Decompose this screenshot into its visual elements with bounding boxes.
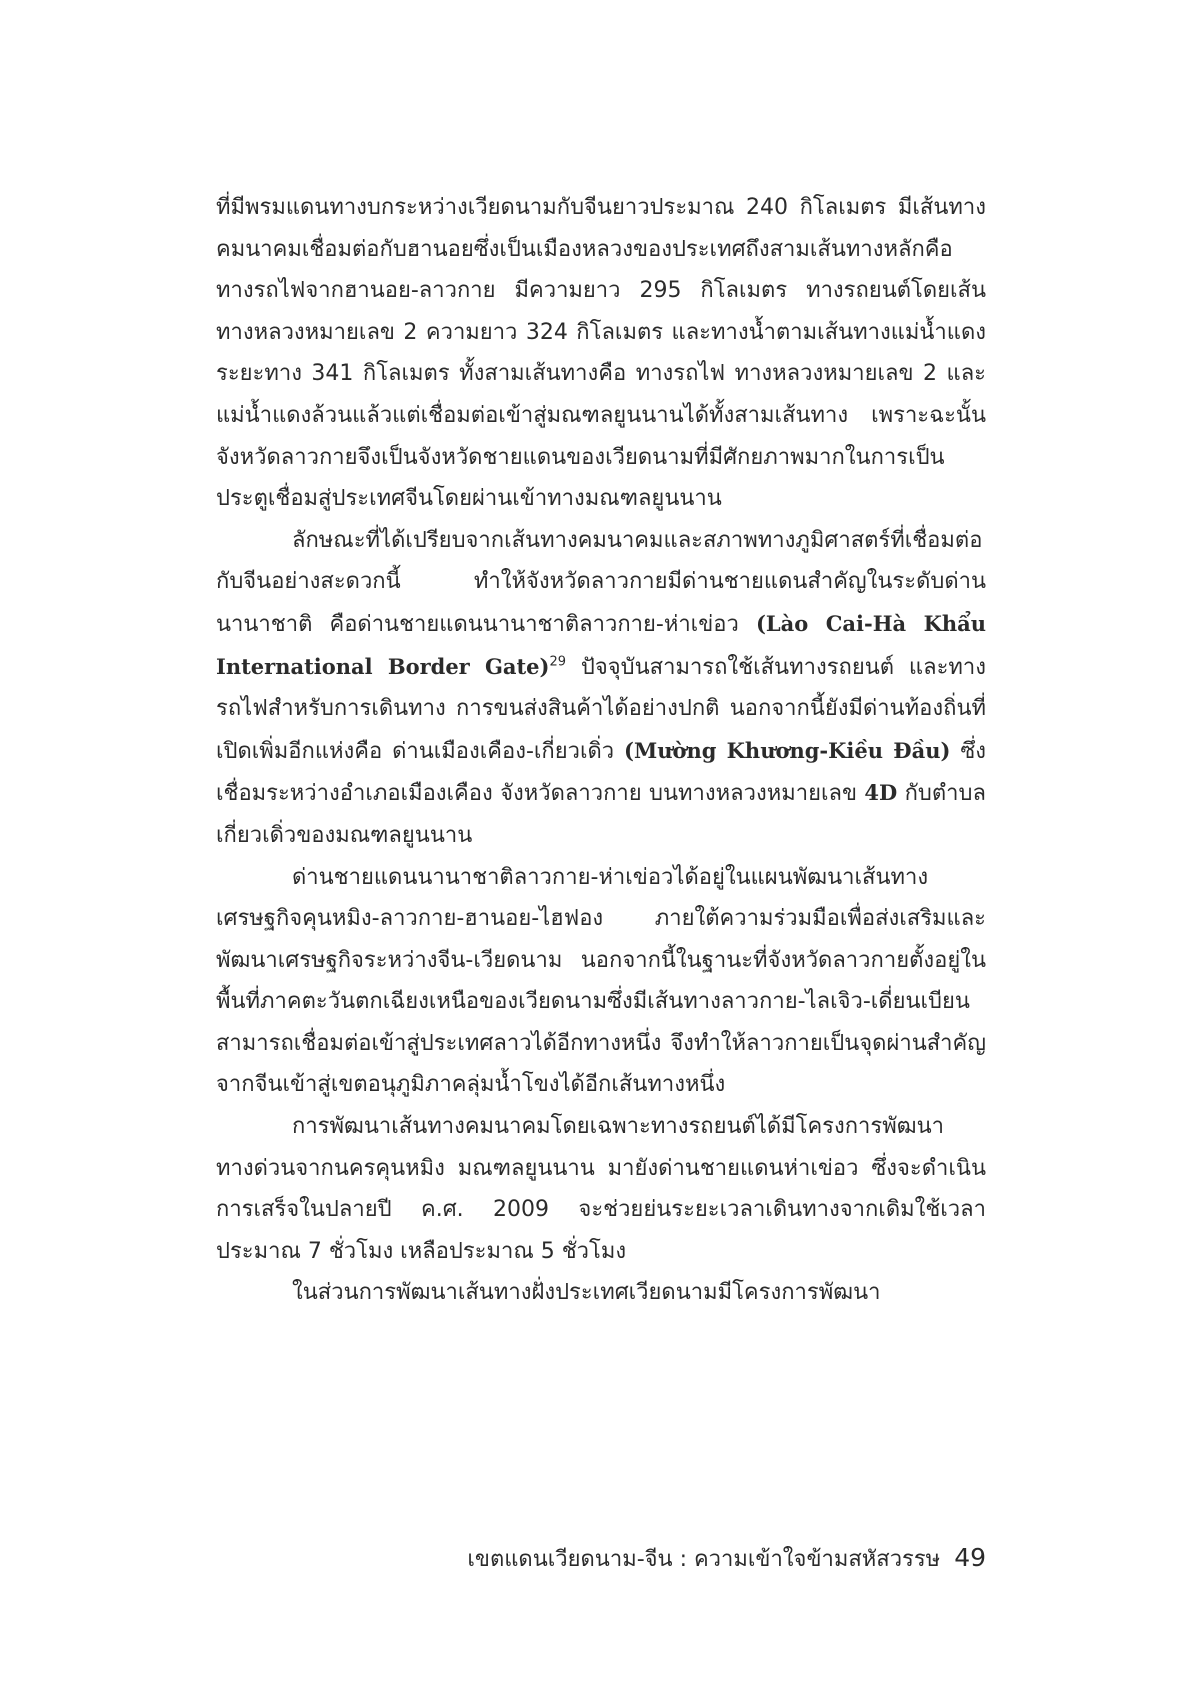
paragraph [216,1106,986,1272]
bold-term: 4D [864,780,898,806]
text-run: ซึ่งเชื่อมระหว่างอำเภอเมืองเคือง จังหวัดลาวกาย บนทางหลวงหมายเลข [216,738,986,807]
text-run: ด่านชายแดนนานาชาติลาวกาย-ห่าเข่อวได้อยู่ในแผนพัฒนาเส้นทางเศรษฐกิจคุนหมิง-ลาวกาย-ฮานอย-ไฮฟอง ภายใต้ความร่วมมือเพื่อส่งเสริมและพัฒนาเศรษฐกิจระหว่างจีน-เวียดนาม นอกจากนี้ในฐานะที่จังหวัดลาวกายตั้งอยู่ในพื้นที่ภาคตะวันตกเฉียงเหนือของเวียดนามซึ่งมีเส้นทางลาวกาย-ไลเจิว-เดี่ยนเบียน สามารถเชื่อมต่อเข้าสู่ประเทศลาวได้อีกทางหนึ่ง จึงทำให้ลาวกายเป็นจุดผ่านสำคัญจากจีนเข้าสู่เขตอนุภูมิภาคลุ่มน้ำโขงได้อีกเส้นทางหนึ่ง [216,864,986,1098]
paragraph [216,1272,986,1314]
text-run: ลักษณะที่ได้เปรียบจากเส้นทางคมนาคมและสภาพทางภูมิศาสตร์ที่เชื่อมต่อกับจีนอย่างสะดวกนี้ ทำให้จังหวัดลาวกายมีด่านชายแดนสำคัญในระดับด่านนานาชาติ คือด่านชายแดนนานาชาติลาวกาย-ห่าเข่อว [216,527,986,637]
body-text [216,187,986,1314]
paragraph [216,187,986,520]
bold-term: (Mường Khương-Kiều Đầu) [624,737,951,763]
running-title: เขตแดนเวียดนาม-จีน : ความเข้าใจข้ามสหัสวรรษ [467,1547,941,1572]
text-run: ที่มีพรมแดนทางบกระหว่างเวียดนามกับจีนยาวประมาณ 240 กิโลเมตร มีเส้นทางคมนาคมเชื่อมต่อกับฮานอยซึ่งเป็นเมืองหลวงของประเทศถึงสามเส้นทางหลักคือ ทางรถไฟจากฮานอย-ลาวกาย มีความยาว 295 กิโลเมตร ทางรถยนต์โดยเส้นทางหลวงหมายเลข 2 ความยาว 324 กิโลเมตร และทางน้ำตามเส้นทางแม่น้ำแดง ระยะทาง 341 กิโลเมตร ทั้งสามเส้นทางคือ ทางรถไฟ ทางหลวงหมายเลข 2 และแม่น้ำแดงล้วนแล้วแต่เชื่อมต่อเข้าสู่มณฑลยูนนานได้ทั้งสามเส้นทาง เพราะฉะนั้นจังหวัดลาวกายจึงเป็นจังหวัดชายแดนของเวียดนามที่มีศักยภาพมากในการเป็นประตูเชื่อมสู่ประเทศจีนโดยผ่านเข้าทางมณฑลยูนนาน [216,195,986,512]
text-run: ในส่วนการพัฒนาเส้นทางฝั่งประเทศเวียดนามมีโครงการพัฒนา [292,1280,881,1306]
footnote-ref: 29 [549,654,567,670]
text-run: ปัจจุบันสามารถใช้เส้นทางรถยนต์ และทางรถไฟสำหรับการเดินทาง การขนส่งสินค้าได้อย่างปกติ นอกจากนี้ยังมีด่านท้องถิ่นที่เปิดเพิ่มอีกแห่งคือ ด่านเมืองเคือง-เกี่ยวเดิ่ว [216,654,986,764]
paragraph [216,520,986,857]
paragraph [216,857,986,1107]
page-number: 49 [954,1543,986,1572]
bold-term: (Lào Cai-Hà Khẩu International Border Gate) [216,610,986,679]
text-run: การพัฒนาเส้นทางคมนาคมโดยเฉพาะทางรถยนต์ได้มีโครงการพัฒนาทางด่วนจากนครคุนหมิง มณฑลยูนนาน มายังด่านชายแดนห่าเข่อว ซึ่งจะดำเนินการเสร็จในปลายปี ค.ศ. 2009 จะช่วยย่นระยะเวลาเดินทางจากเดิมใช้เวลาประมาณ 7 ชั่วโมง เหลือประมาณ 5 ชั่วโมง [216,1114,986,1264]
text-run: กับตำบลเกี่ยวเดิ่วของมณฑลยูนนาน [216,781,986,848]
page-footer [460,1543,986,1575]
